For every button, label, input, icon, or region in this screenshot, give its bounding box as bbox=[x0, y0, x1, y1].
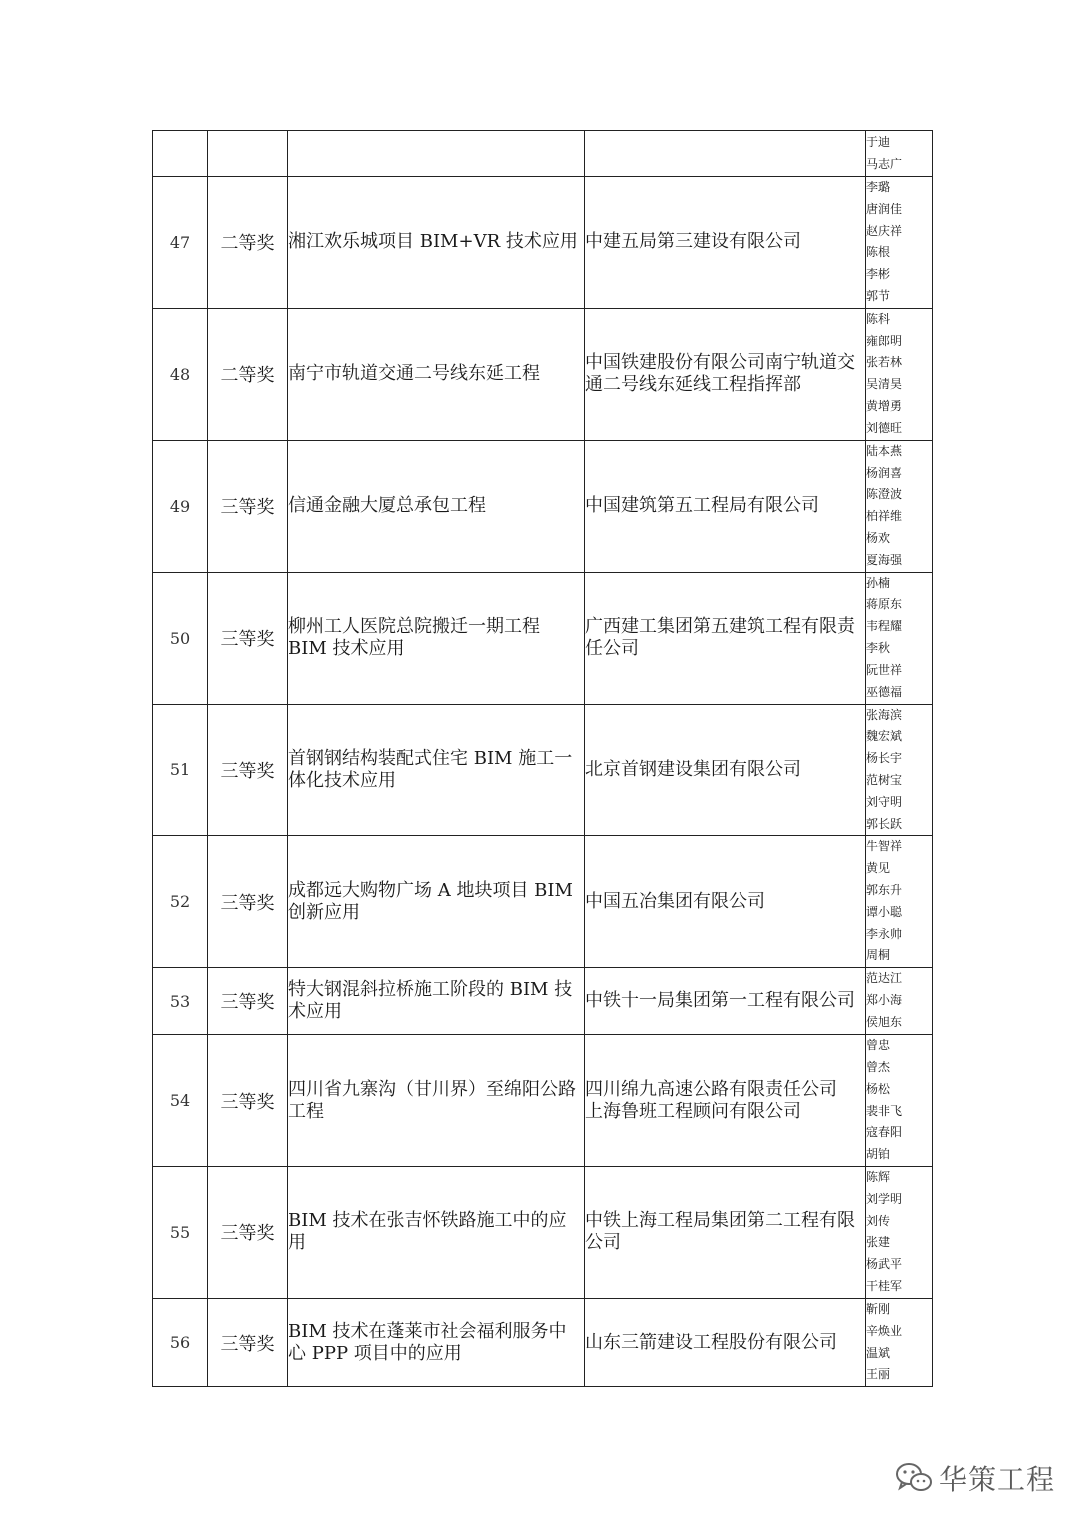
award-level: 三等奖 bbox=[208, 1035, 288, 1167]
member-name: 李彬 bbox=[866, 267, 891, 282]
member-name: 夏海强 bbox=[866, 552, 903, 567]
member-name: 张建 bbox=[866, 1235, 891, 1250]
member-name: 干桂军 bbox=[866, 1279, 903, 1293]
table-row bbox=[153, 440, 933, 572]
organization bbox=[585, 1298, 866, 1386]
table-row bbox=[153, 1166, 933, 1298]
organization-line: 中国五冶集团有限公司 bbox=[585, 890, 765, 912]
organization bbox=[585, 1035, 866, 1167]
organization-line: 中国铁建股份有限公司南宁轨道交通二号线东延线工程指挥部 bbox=[585, 352, 855, 396]
member-name: 郑小海 bbox=[866, 993, 903, 1008]
member-name: 巫德福 bbox=[866, 684, 903, 699]
member-name: 于迪 bbox=[866, 134, 891, 149]
member-name: 曾忠 bbox=[866, 1038, 891, 1053]
organization-line: 山东三箭建设工程股份有限公司 bbox=[585, 1331, 837, 1353]
member-name: 阮世祥 bbox=[866, 662, 903, 677]
table-row bbox=[153, 836, 933, 968]
member-name: 刘德旺 bbox=[866, 420, 903, 435]
member-name: 刘守明 bbox=[866, 794, 903, 809]
member-name: 陈根 bbox=[866, 245, 891, 260]
member-name: 陈澄波 bbox=[866, 487, 903, 502]
table-row bbox=[153, 177, 933, 309]
row-number: 50 bbox=[153, 572, 208, 704]
row-number bbox=[153, 131, 208, 177]
member-name: 郭长跃 bbox=[866, 816, 903, 831]
awards-table bbox=[152, 130, 933, 1387]
members bbox=[866, 704, 933, 836]
organization-line: 四川绵九高速公路有限责任公司 bbox=[585, 1078, 837, 1100]
member-name: 雍郎明 bbox=[866, 333, 903, 348]
table-row bbox=[153, 572, 933, 704]
member-name: 胡铂 bbox=[866, 1147, 891, 1162]
project-name: BIM 技术在蓬莱市社会福利服务中心 PPP 项目中的应用 bbox=[288, 1298, 585, 1386]
row-number: 53 bbox=[153, 968, 208, 1035]
member-name: 杨欢 bbox=[866, 530, 891, 545]
project-name: 湘江欢乐城项目 BIM+VR 技术应用 bbox=[288, 177, 585, 309]
member-name: 范树宝 bbox=[866, 772, 903, 787]
award-level: 三等奖 bbox=[208, 1166, 288, 1298]
organization-line: 上海鲁班工程顾问有限公司 bbox=[585, 1100, 801, 1122]
project-name: 首钢钢结构装配式住宅 BIM 施工一体化技术应用 bbox=[288, 704, 585, 836]
table-row bbox=[153, 1298, 933, 1386]
organization-line: 广西建工集团第五建筑工程有限责任公司 bbox=[585, 616, 855, 660]
awards-table-body bbox=[153, 131, 933, 1387]
member-name: 李璐 bbox=[866, 180, 891, 194]
award-level: 三等奖 bbox=[208, 1298, 288, 1386]
member-name: 刘学明 bbox=[866, 1191, 903, 1206]
table-row bbox=[153, 704, 933, 836]
row-number: 52 bbox=[153, 836, 208, 968]
members bbox=[866, 1166, 933, 1298]
members bbox=[866, 572, 933, 704]
award-level: 三等奖 bbox=[208, 704, 288, 836]
members bbox=[866, 1035, 933, 1167]
member-name: 周桐 bbox=[866, 948, 891, 963]
organization bbox=[585, 836, 866, 968]
member-name: 韦程耀 bbox=[866, 619, 903, 634]
organization bbox=[585, 1166, 866, 1298]
project-name: 四川省九寨沟（甘川界）至绵阳公路工程 bbox=[288, 1035, 585, 1167]
organization-line: 北京首钢建设集团有限公司 bbox=[585, 758, 801, 780]
organization bbox=[585, 131, 866, 177]
row-number: 47 bbox=[153, 177, 208, 309]
member-name: 赵庆祥 bbox=[866, 223, 903, 238]
member-name: 李秋 bbox=[866, 641, 891, 656]
award-level: 二等奖 bbox=[208, 308, 288, 440]
members bbox=[866, 836, 933, 968]
member-name: 柏祥维 bbox=[866, 509, 903, 524]
member-name: 马志广 bbox=[866, 156, 903, 171]
project-name: 柳州工人医院总院搬迁一期工程 BIM 技术应用 bbox=[288, 572, 585, 704]
organization-line: 中铁上海工程局集团第二工程有限公司 bbox=[585, 1210, 855, 1254]
members bbox=[866, 1298, 933, 1386]
row-number: 56 bbox=[153, 1298, 208, 1386]
award-level: 三等奖 bbox=[208, 968, 288, 1035]
project-name: 信通金融大厦总承包工程 bbox=[288, 440, 585, 572]
members bbox=[866, 308, 933, 440]
member-name: 温斌 bbox=[866, 1345, 891, 1360]
members bbox=[866, 177, 933, 309]
member-name: 蒋原东 bbox=[866, 597, 903, 612]
organization bbox=[585, 177, 866, 309]
member-name: 吴清昊 bbox=[866, 377, 903, 392]
member-name: 魏宏斌 bbox=[866, 729, 903, 744]
member-name: 杨润喜 bbox=[866, 465, 903, 480]
member-name: 谭小聪 bbox=[866, 904, 903, 919]
organization bbox=[585, 572, 866, 704]
member-name: 李永帅 bbox=[866, 926, 903, 941]
award-level: 二等奖 bbox=[208, 177, 288, 309]
member-name: 郭东升 bbox=[866, 882, 903, 897]
organization bbox=[585, 308, 866, 440]
member-name: 郭节 bbox=[866, 288, 891, 303]
project-name: 成都远大购物广场 A 地块项目 BIM 创新应用 bbox=[288, 836, 585, 968]
member-name: 牛智祥 bbox=[866, 839, 903, 854]
table-row bbox=[153, 131, 933, 177]
member-name: 黄见 bbox=[866, 861, 891, 876]
member-name: 唐润佳 bbox=[866, 201, 903, 216]
project-name: 南宁市轨道交通二号线东延工程 bbox=[288, 308, 585, 440]
member-name: 裴非飞 bbox=[866, 1103, 903, 1118]
member-name: 范达江 bbox=[866, 971, 903, 986]
organization-line: 中铁十一局集团第一工程有限公司 bbox=[585, 990, 855, 1012]
project-name bbox=[288, 131, 585, 177]
member-name: 张若林 bbox=[866, 355, 903, 370]
member-name: 杨武平 bbox=[866, 1257, 903, 1272]
table-row bbox=[153, 1035, 933, 1167]
members bbox=[866, 131, 933, 177]
member-name: 杨松 bbox=[866, 1081, 891, 1096]
row-number: 49 bbox=[153, 440, 208, 572]
member-name: 侯旭东 bbox=[866, 1015, 903, 1030]
organization bbox=[585, 704, 866, 836]
table-row bbox=[153, 308, 933, 440]
member-name: 曾杰 bbox=[866, 1059, 891, 1074]
member-name: 黄增勇 bbox=[866, 399, 903, 414]
organization bbox=[585, 440, 866, 572]
table-row bbox=[153, 968, 933, 1035]
member-name: 陈科 bbox=[866, 311, 891, 326]
organization-line: 中建五局第三建设有限公司 bbox=[585, 231, 801, 253]
project-name: BIM 技术在张吉怀铁路施工中的应用 bbox=[288, 1166, 585, 1298]
project-name: 特大钢混斜拉桥施工阶段的 BIM 技术应用 bbox=[288, 968, 585, 1035]
member-name: 陆本燕 bbox=[866, 443, 903, 458]
member-name: 陈辉 bbox=[866, 1170, 891, 1185]
award-level: 三等奖 bbox=[208, 440, 288, 572]
row-number: 55 bbox=[153, 1166, 208, 1298]
wechat-icon bbox=[895, 1462, 933, 1494]
member-name: 靳刚 bbox=[866, 1301, 891, 1316]
watermark bbox=[895, 1458, 1055, 1498]
row-number: 48 bbox=[153, 308, 208, 440]
organization-line: 中国建筑第五工程局有限公司 bbox=[585, 495, 819, 517]
row-number: 51 bbox=[153, 704, 208, 836]
row-number: 54 bbox=[153, 1035, 208, 1167]
members bbox=[866, 968, 933, 1035]
member-name: 王丽 bbox=[866, 1367, 891, 1382]
member-name: 张海滨 bbox=[866, 707, 903, 722]
organization bbox=[585, 968, 866, 1035]
member-name: 刘传 bbox=[866, 1213, 891, 1228]
award-level: 三等奖 bbox=[208, 836, 288, 968]
award-level: 三等奖 bbox=[208, 572, 288, 704]
award-level bbox=[208, 131, 288, 177]
member-name: 辛焕业 bbox=[866, 1323, 903, 1338]
members bbox=[866, 440, 933, 572]
member-name: 杨长宇 bbox=[866, 751, 903, 766]
member-name: 寇春阳 bbox=[866, 1125, 903, 1140]
member-name: 孙楠 bbox=[866, 575, 891, 590]
watermark-text: 华策工程 bbox=[939, 1463, 1056, 1496]
